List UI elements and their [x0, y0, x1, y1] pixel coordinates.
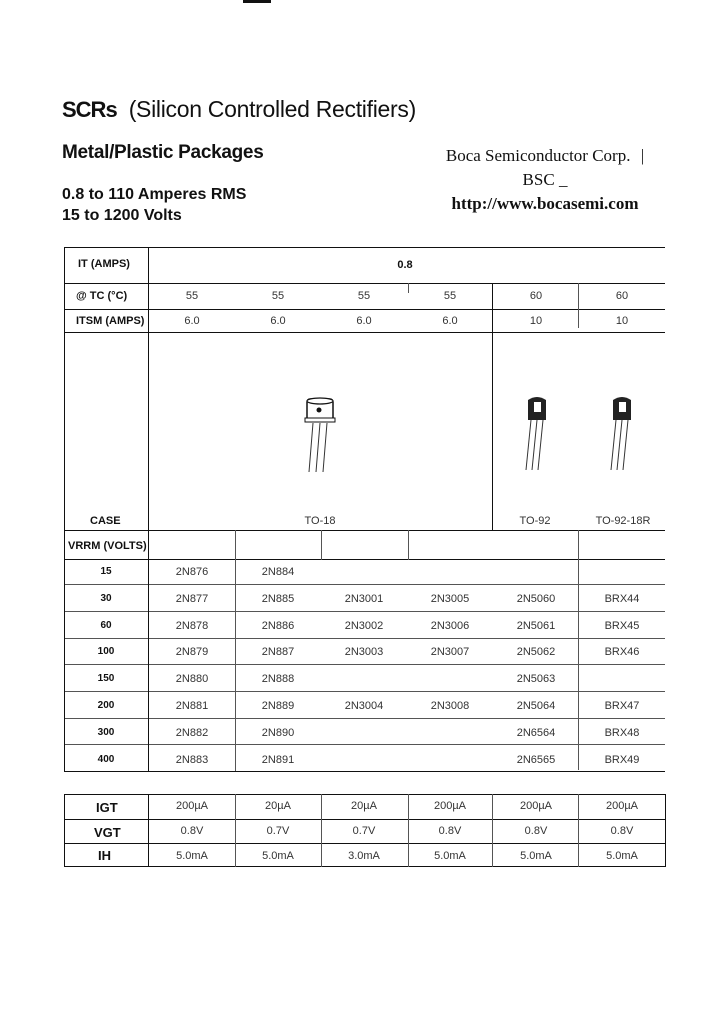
itsm-cell: 6.0 — [356, 315, 372, 327]
part-cell: 2N883 — [175, 754, 209, 766]
igt-cell: 200µA — [605, 800, 639, 812]
part-cell: 2N886 — [261, 620, 295, 632]
voltage-label: 60 — [100, 620, 112, 631]
part-cell: BRX49 — [604, 754, 640, 766]
part-cell: BRX48 — [604, 727, 640, 739]
igt-cell: 200µA — [433, 800, 467, 812]
tc-cell: 60 — [615, 290, 629, 302]
company-url: http://www.bocasemi.com — [451, 194, 639, 213]
voltage-label: 150 — [97, 673, 115, 684]
part-cell: 2N891 — [261, 754, 295, 766]
part-cell: 2N880 — [175, 673, 209, 685]
label-vgt: VGT — [94, 825, 121, 840]
tc-cell: 55 — [271, 290, 285, 302]
ih-cell: 5.0mA — [176, 850, 208, 862]
part-cell: 2N3002 — [344, 620, 384, 632]
case-to18: TO-18 — [304, 515, 336, 527]
part-cell: 2N889 — [261, 700, 295, 712]
voltage-label: 100 — [97, 646, 115, 657]
label-igt: IGT — [96, 800, 118, 815]
part-cell: 2N6564 — [516, 727, 556, 739]
itsm-cell: 6.0 — [184, 315, 200, 327]
igt-cell: 20µA — [265, 800, 291, 812]
part-cell: 2N3004 — [344, 700, 384, 712]
vgt-cell: 0.8V — [524, 825, 548, 837]
voltage-label: 200 — [97, 700, 115, 711]
vgt-cell: 0.7V — [352, 825, 376, 837]
part-cell: 2N876 — [175, 566, 209, 578]
part-cell: BRX44 — [604, 593, 640, 605]
part-cell: 2N882 — [175, 727, 209, 739]
vgt-cell: 0.7V — [266, 825, 290, 837]
part-cell: 2N881 — [175, 700, 209, 712]
part-cell: 2N6565 — [516, 754, 556, 766]
itsm-cell: 10 — [615, 315, 629, 327]
company-name: Boca Semiconductor Corp. | — [445, 146, 645, 165]
part-cell: 2N878 — [175, 620, 209, 632]
to92-18r-package-image — [607, 394, 637, 474]
vgt-cell: 0.8V — [610, 825, 634, 837]
label-itsm: ITSM (AMPS) — [76, 315, 145, 327]
tc-cell: 55 — [357, 290, 371, 302]
voltage-label: 300 — [97, 727, 115, 738]
tc-cell: 55 — [185, 290, 199, 302]
range-amps: 0.8 to 110 Amperes RMS — [62, 186, 247, 203]
ih-cell: 5.0mA — [520, 850, 552, 862]
ih-cell: 5.0mA — [606, 850, 638, 862]
top-mark — [243, 0, 271, 3]
part-cell: 2N3006 — [430, 620, 470, 632]
label-it: IT (AMPS) — [78, 258, 130, 270]
part-cell: BRX45 — [604, 620, 640, 632]
to92-package-image — [522, 394, 552, 474]
itsm-cell: 6.0 — [270, 315, 286, 327]
it-value: 0.8 — [397, 259, 413, 271]
part-cell: 2N5062 — [516, 646, 556, 658]
tc-cell: 55 — [443, 290, 457, 302]
label-vrrm: VRRM (VOLTS) — [68, 540, 147, 552]
voltage-label: 30 — [100, 593, 112, 604]
tc-cell: 60 — [529, 290, 543, 302]
part-cell: 2N5064 — [516, 700, 556, 712]
case-to92: TO-92 — [519, 515, 551, 527]
ih-cell: 5.0mA — [434, 850, 466, 862]
title-text: (Silicon Controlled Rectifiers) — [128, 96, 416, 122]
part-cell: 2N3005 — [430, 593, 470, 605]
page-title — [62, 96, 416, 123]
part-cell: 2N879 — [175, 646, 209, 658]
part-cell: 2N3001 — [344, 593, 384, 605]
case-to92-18r: TO-92-18R — [595, 515, 651, 527]
part-cell: 2N3003 — [344, 646, 384, 658]
brand-logo: SCRs — [62, 97, 117, 122]
to18-package-image — [303, 396, 339, 476]
part-cell: 2N890 — [261, 727, 295, 739]
itsm-cell: 6.0 — [442, 315, 458, 327]
ih-cell: 5.0mA — [262, 850, 294, 862]
igt-cell: 200µA — [519, 800, 553, 812]
voltage-label: 15 — [100, 566, 112, 577]
voltage-label: 400 — [97, 754, 115, 765]
part-cell: 2N877 — [175, 593, 209, 605]
part-cell: 2N5061 — [516, 620, 556, 632]
part-cell: 2N5063 — [516, 673, 556, 685]
vgt-cell: 0.8V — [180, 825, 204, 837]
part-cell: 2N3007 — [430, 646, 470, 658]
ih-cell: 3.0mA — [348, 850, 380, 862]
igt-cell: 20µA — [351, 800, 377, 812]
label-ih: IH — [98, 848, 111, 863]
range-volts: 15 to 1200 Volts — [62, 207, 182, 224]
itsm-cell: 10 — [529, 315, 543, 327]
part-cell: 2N3008 — [430, 700, 470, 712]
part-cell: 2N885 — [261, 593, 295, 605]
part-cell: 2N5060 — [516, 593, 556, 605]
label-case: CASE — [90, 515, 121, 527]
part-cell: 2N887 — [261, 646, 295, 658]
part-cell: BRX46 — [604, 646, 640, 658]
part-cell: 2N884 — [261, 566, 295, 578]
igt-cell: 200µA — [175, 800, 209, 812]
label-tc: @ TC (°C) — [76, 290, 128, 302]
subtitle: Metal/Plastic Packages — [62, 142, 264, 163]
part-cell: BRX47 — [604, 700, 640, 712]
company-abbr: BSC _ — [522, 170, 568, 189]
vgt-cell: 0.8V — [438, 825, 462, 837]
part-cell: 2N888 — [261, 673, 295, 685]
